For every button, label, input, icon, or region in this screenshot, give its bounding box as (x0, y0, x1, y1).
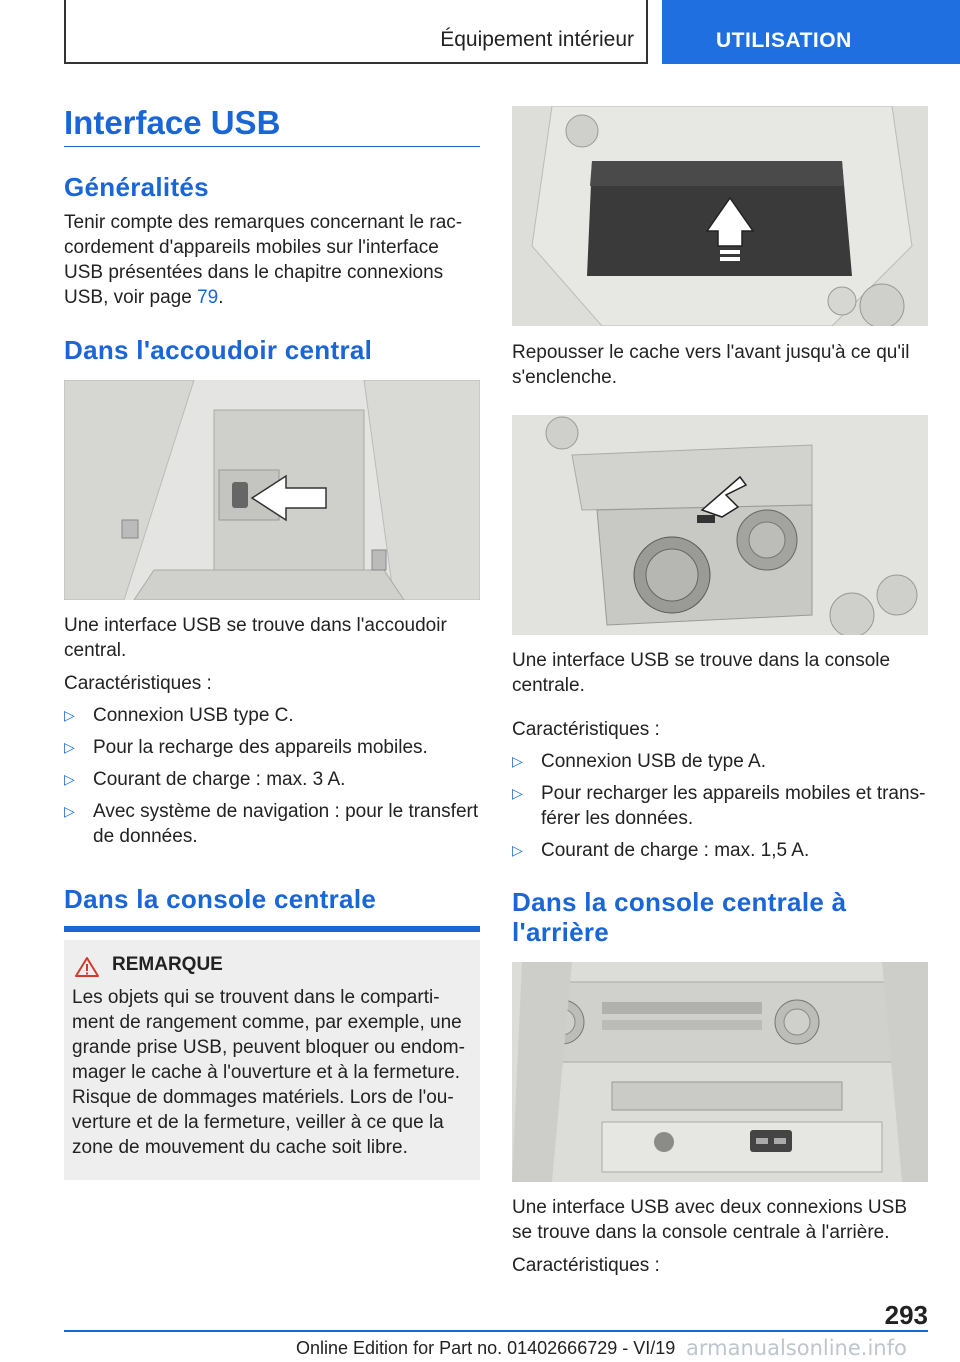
edition-text: Online Edition for Part no. 01402666729 - VI/19 (296, 1338, 676, 1358)
text-line: verture et de la fermeture, veiller à ce que la (72, 1112, 444, 1133)
list-item (64, 735, 482, 760)
list-item-text: Connexion USB de type A. (541, 751, 766, 772)
text-line: USB présentées dans le chapitre connexions (64, 262, 444, 283)
text-line: férer les données. (541, 808, 694, 829)
console-features-label: Caractéristiques : (512, 719, 660, 740)
text-line: Risque de dommages matériels. Lors de l'ou- (72, 1087, 454, 1108)
list-item (512, 781, 928, 831)
note-label: REMARQUE (112, 954, 223, 975)
text-span: . (218, 287, 224, 308)
text-line: de données. (93, 826, 198, 847)
text-line: cordement d'appareils mobiles sur l'interface (64, 237, 439, 258)
list-item (512, 838, 928, 863)
text-line: se trouve dans la console centrale à l'arrière. (512, 1222, 890, 1243)
page-link[interactable]: 79 (197, 287, 219, 308)
warning-triangle-icon (74, 956, 100, 978)
rear-caption (512, 1195, 928, 1245)
list-item-text (93, 799, 478, 849)
heading-rear-console (512, 887, 846, 947)
list-item-text: Courant de charge : max. 1,5 A. (541, 840, 810, 861)
text-line: Une interface USB avec deux connexions USB (512, 1197, 907, 1218)
text-line: Une interface USB se trouve dans la console (512, 650, 891, 671)
bullet-triangle-icon: ▷ (64, 803, 75, 819)
watermark: armanualsonline.info (686, 1336, 907, 1360)
rear-features-label: Caractéristiques : (512, 1255, 660, 1276)
heading-console: Dans la console centrale (64, 884, 377, 914)
text-line: Repousser le cache vers l'avant jusqu'à ce qu'il (512, 342, 910, 363)
header-chapter-tab (662, 0, 960, 64)
bullet-triangle-icon: ▷ (512, 753, 523, 769)
text-line: Une interface USB se trouve dans l'accoudoir (64, 615, 447, 636)
cover-caption (512, 340, 928, 390)
accoudoir-features-label: Caractéristiques : (64, 673, 212, 694)
text-line: centrale. (512, 675, 585, 696)
list-item-text: Pour la recharge des appareils mobiles. (93, 737, 428, 758)
bullet-triangle-icon: ▷ (512, 842, 523, 858)
text-line: Tenir compte des remarques concernant le rac- (64, 212, 463, 233)
header-section-box (64, 0, 648, 64)
bullet-triangle-icon: ▷ (64, 771, 75, 787)
text-line: ment de rangement comme, par exemple, une (72, 1012, 462, 1033)
header-chapter-title: UTILISATION (716, 29, 852, 52)
heading-line: Dans la console centrale à (512, 887, 847, 917)
note-box (64, 940, 480, 1180)
list-item (512, 749, 928, 774)
text-line: grande prise USB, peuvent bloquer ou endom- (72, 1037, 465, 1058)
text-line: central. (64, 640, 127, 661)
text-line: s'enclenche. (512, 367, 618, 388)
note-top-rule (64, 926, 480, 932)
list-item (64, 799, 482, 849)
heading-generalites: Généralités (64, 172, 209, 202)
bullet-triangle-icon: ▷ (64, 739, 75, 755)
text-line: Les objets qui se trouvent dans le comparti- (72, 987, 440, 1008)
list-item-text: Connexion USB type C. (93, 705, 294, 726)
page-title: Interface USB (64, 104, 281, 141)
text-line: zone de mouvement du cache soit libre. (72, 1137, 408, 1158)
header-section-title: Équipement intérieur (440, 28, 634, 51)
pointing-hand-icon (0, 0, 30, 30)
photo-armrest-usb (64, 380, 480, 600)
list-item (64, 703, 482, 728)
note-text (72, 985, 482, 1160)
photo-rear-console-usb (512, 962, 928, 1182)
generalites-text (64, 210, 482, 310)
list-item-text: Courant de charge : max. 3 A. (93, 769, 346, 790)
text-line: Pour recharger les appareils mobiles et trans- (541, 783, 926, 804)
text-line: mager le cache à l'ouverture et à la fermeture. (72, 1062, 461, 1083)
list-item (64, 767, 482, 792)
title-rule (64, 146, 480, 147)
bullet-triangle-icon: ▷ (512, 785, 523, 801)
console-caption (512, 648, 928, 698)
text-line: Avec système de navigation : pour le transfert (93, 801, 479, 822)
heading-line: l'arrière (512, 917, 610, 947)
text-span: USB, voir page (64, 287, 198, 308)
photo-center-console-usb (512, 415, 928, 635)
page-number: 293 (884, 1300, 928, 1330)
bullet-triangle-icon: ▷ (64, 707, 75, 723)
footer-rule (64, 1330, 928, 1332)
text-line (64, 285, 482, 310)
heading-accoudoir: Dans l'accoudoir central (64, 335, 373, 365)
list-item-text (541, 781, 925, 831)
accoudoir-caption (64, 613, 482, 663)
photo-cover-slide (512, 106, 928, 326)
